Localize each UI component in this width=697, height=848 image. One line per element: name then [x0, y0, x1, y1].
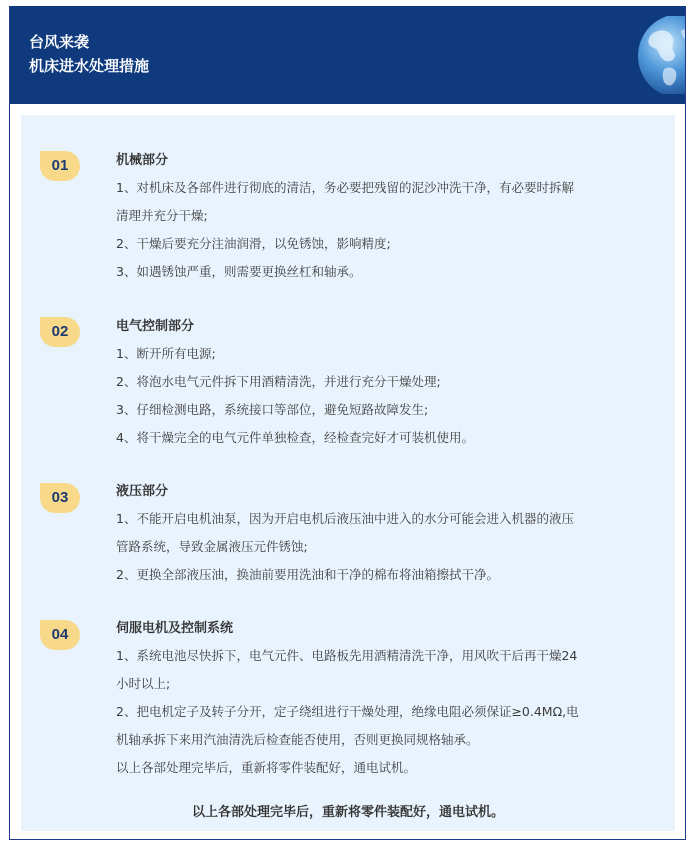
section-number-badge: 01	[40, 151, 80, 181]
body-line: 2、更换全部液压油，换油前要用洗油和干净的棉布将油箱擦拭干净。	[116, 567, 499, 582]
section-title: 液压部分	[116, 484, 169, 499]
body-line: 3、如遇锈蚀严重，则需要更换丝杠和轴承。	[116, 264, 362, 279]
section-body	[116, 642, 664, 782]
body-line: 清理并充分干燥;	[116, 208, 208, 223]
title-line-2: 机床进水处理措施	[29, 57, 150, 75]
body-line: 1、对机床及各部件进行彻底的清洁，务必要把残留的泥沙冲洗干净，有必要时拆解	[116, 180, 574, 195]
body-line: 1、不能开启电机油泵，因为开启电机后液压油中进入的水分可能会进入机器的液压	[116, 511, 574, 526]
globe-icon	[634, 16, 686, 94]
section-title: 电气控制部分	[116, 319, 195, 334]
page-title	[29, 30, 149, 78]
content-panel	[21, 115, 675, 831]
body-line: 2、将泡水电气元件拆下用酒精清洗，并进行充分干燥处理;	[116, 374, 441, 389]
section-number-badge: 02	[40, 317, 80, 347]
body-line: 3、仔细检测电路，系统接口等部位，避免短路故障发生;	[116, 402, 429, 417]
body-line: 4、将干燥完全的电气元件单独检查，经检查完好才可装机使用。	[116, 430, 474, 445]
body-line: 以上各部处理完毕后，重新将零件装配好，通电试机。	[116, 760, 417, 775]
section-body	[116, 340, 664, 452]
header-banner	[10, 6, 686, 104]
section-body	[116, 505, 664, 589]
closing-note: 以上各部处理完毕后，重新将零件装配好，通电试机。	[191, 805, 504, 820]
body-line: 2、干燥后要充分注油润滑，以免锈蚀，影响精度;	[116, 236, 391, 251]
body-line: 小时以上;	[116, 676, 171, 691]
body-line: 管路系统，导致金属液压元件锈蚀;	[116, 539, 308, 554]
section-number-badge: 03	[40, 483, 80, 513]
body-line: 1、断开所有电源;	[116, 346, 216, 361]
section-number-badge: 04	[40, 620, 80, 650]
body-line: 机轴承拆下来用汽油清洗后检查能否使用，否则更换同规格轴承。	[116, 732, 479, 747]
title-line-1: 台风来袭	[29, 33, 90, 51]
section-body	[116, 174, 664, 286]
section-title: 伺服电机及控制系统	[116, 621, 234, 636]
body-line: 2、把电机定子及转子分开，定子绕组进行干燥处理，绝缘电阻必须保证≥0.4MΩ,电	[116, 704, 579, 719]
section-title: 机械部分	[116, 153, 169, 168]
body-line: 1、系统电池尽快拆下，电气元件、电路板先用酒精清洗干净，用风吹干后再干燥24	[116, 648, 578, 663]
article-frame	[9, 6, 686, 840]
